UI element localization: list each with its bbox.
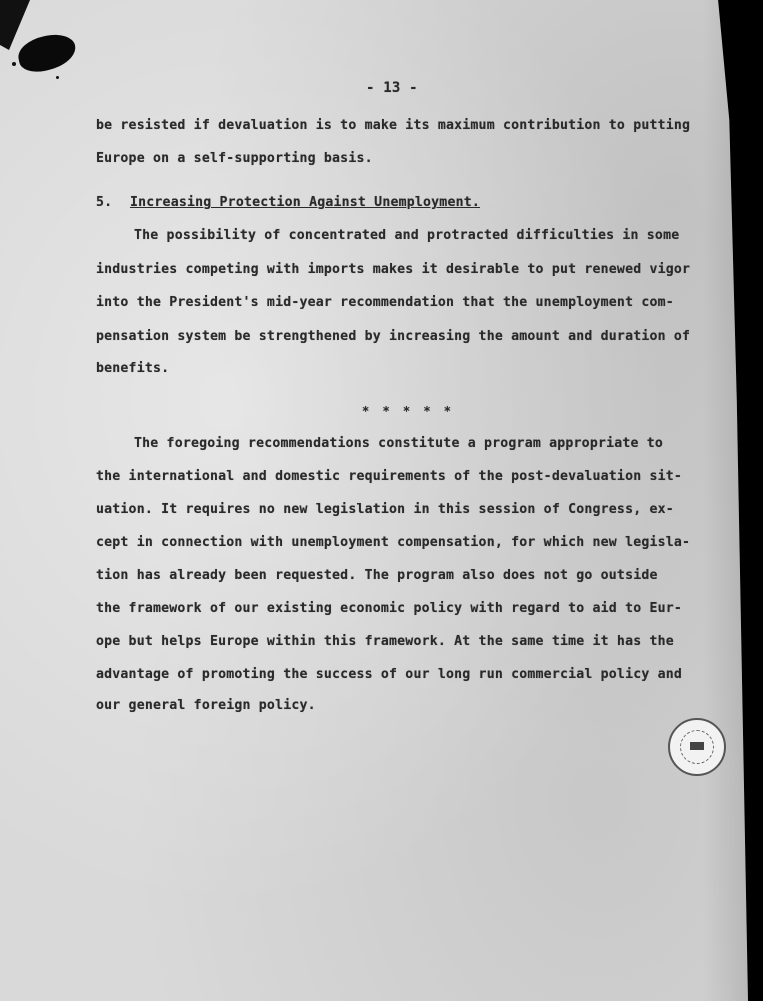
- body-line: The foregoing recommendations constitute a program appropriate to: [134, 436, 664, 451]
- ink-speck: [8, 32, 13, 37]
- page-number: - 13 -: [366, 80, 418, 96]
- body-line: be resisted if devaluation is to make its maximum contribution to putting: [96, 118, 691, 133]
- ink-speck: [12, 62, 16, 66]
- body-line: into the President's mid-year recommendation that the unemployment com-: [96, 295, 674, 310]
- archive-seal-stamp-icon: [668, 718, 726, 776]
- body-line: cept in connection with unemployment compensation, for which new legisla-: [96, 535, 691, 550]
- body-line: benefits.: [96, 361, 170, 376]
- body-line: the international and domestic requirements of the post-devaluation sit-: [96, 469, 683, 484]
- body-line: advantage of promoting the success of our long run commercial policy and: [96, 667, 683, 682]
- body-line: our general foreign policy.: [96, 698, 316, 713]
- ink-speck: [56, 76, 59, 79]
- section-heading: Increasing Protection Against Unemployment.: [130, 195, 481, 210]
- body-line: The possibility of concentrated and protracted difficulties in some: [134, 228, 680, 243]
- stamp-center: [690, 742, 704, 750]
- section-number: 5.: [96, 195, 113, 210]
- body-line: the framework of our existing economic policy with regard to aid to Eur-: [96, 601, 683, 616]
- body-line: uation. It requires no new legislation in this session of Congress, ex-: [96, 502, 674, 517]
- body-line: ope but helps Europe within this framework. At the same time it has the: [96, 634, 674, 649]
- body-line: pensation system be strengthened by increasing the amount and duration of: [96, 329, 691, 344]
- body-line: tion has already been requested. The program also does not go outside: [96, 568, 658, 583]
- body-line: industries competing with imports makes it desirable to put renewed vigor: [96, 262, 691, 277]
- body-line: Europe on a self-supporting basis.: [96, 151, 373, 166]
- section-separator: * * * * *: [362, 404, 455, 418]
